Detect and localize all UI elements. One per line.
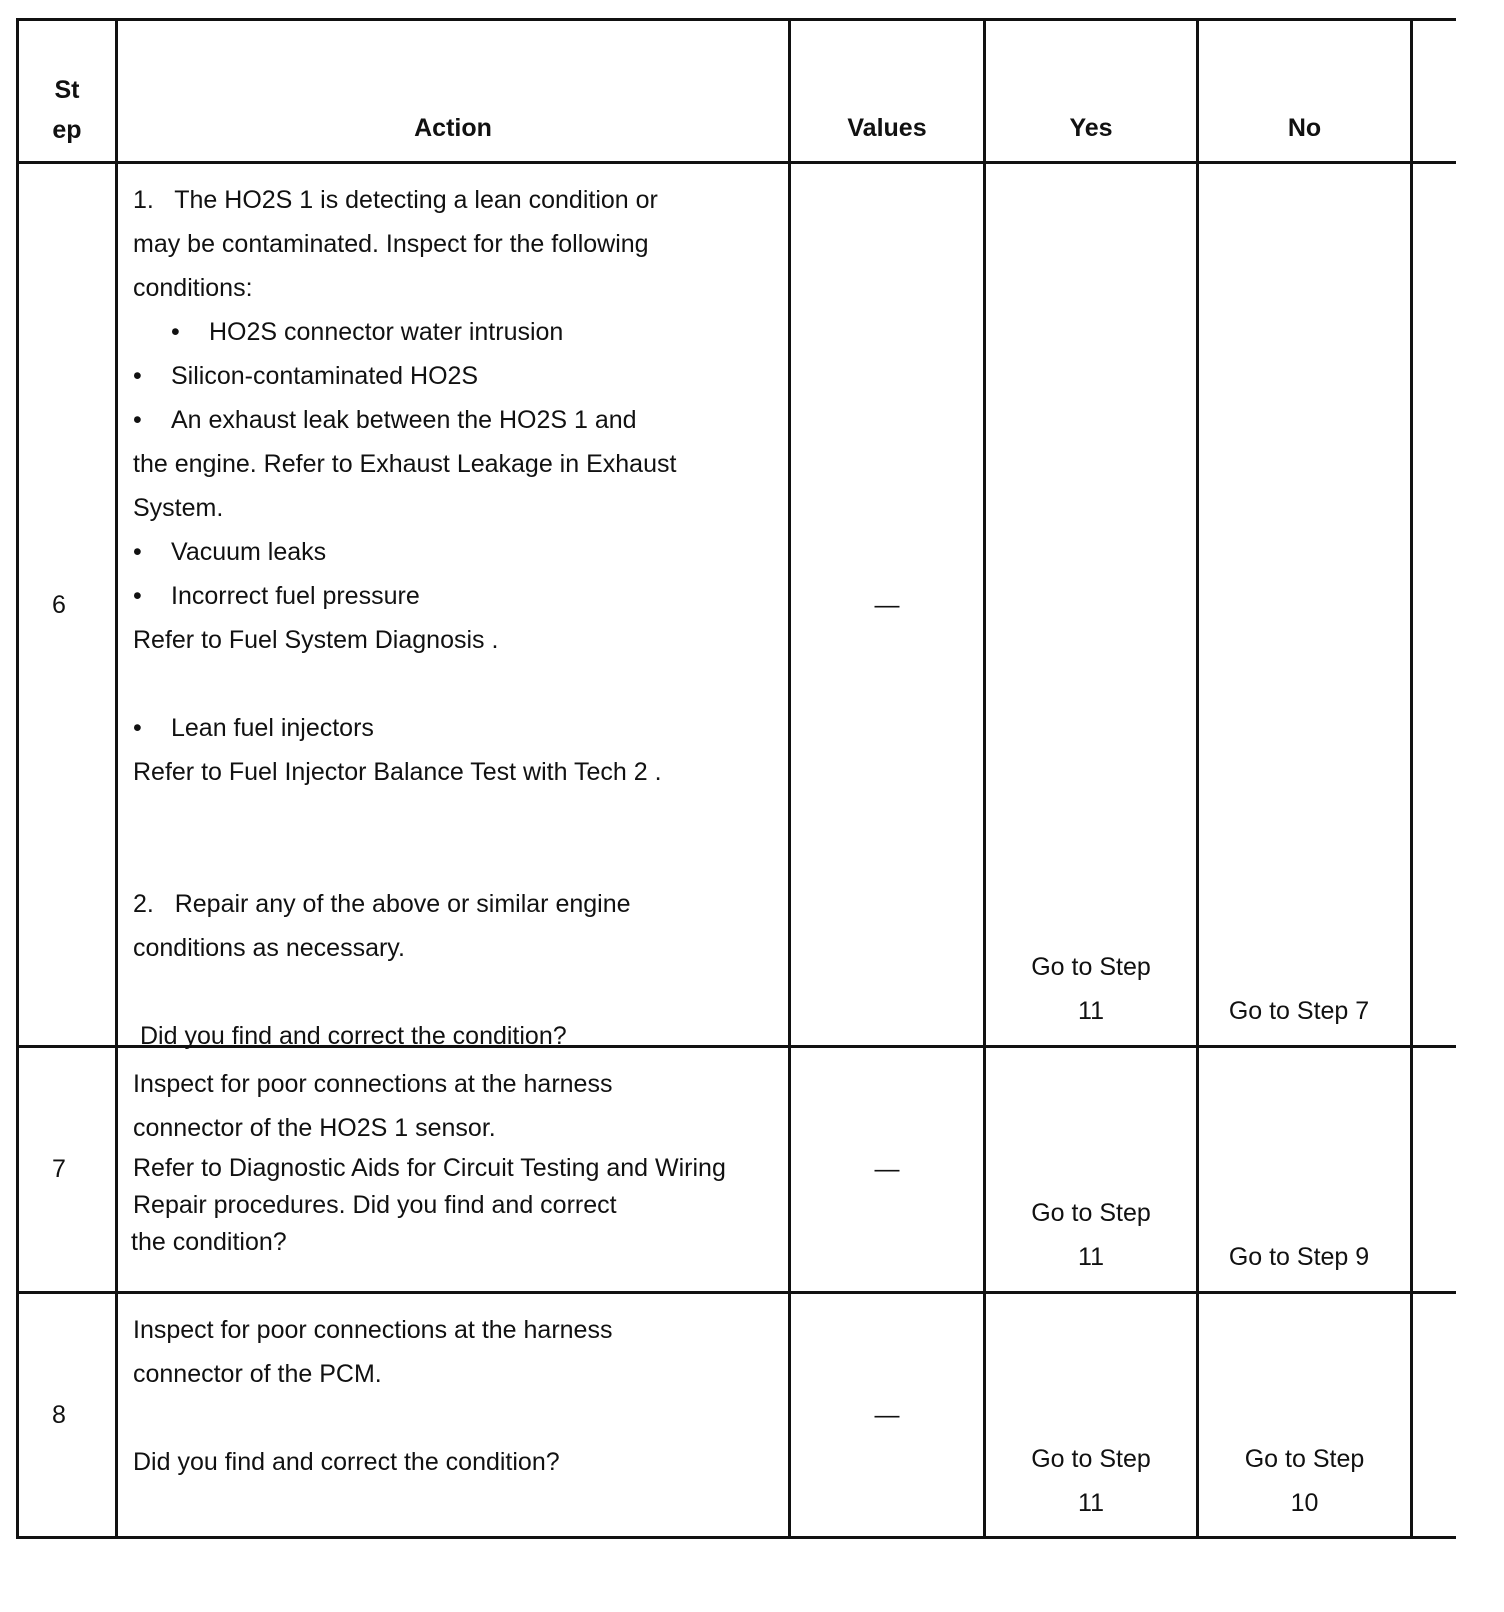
list-item-text: Vacuum leaks bbox=[171, 538, 327, 566]
table-border-top bbox=[16, 18, 1456, 21]
no-cell bbox=[1199, 1437, 1410, 1525]
action-text bbox=[133, 1062, 783, 1261]
spacer bbox=[133, 970, 783, 1014]
list-item bbox=[133, 398, 783, 442]
action-text bbox=[133, 1308, 783, 1484]
no-cell: Go to Step 9 bbox=[1228, 1243, 1370, 1271]
action-line: System. bbox=[133, 494, 224, 522]
action-line: may be contaminated. Inspect for the following bbox=[133, 230, 649, 258]
list-number: 2. bbox=[133, 890, 154, 918]
question-text: Did you find and correct the condition? bbox=[140, 1022, 567, 1050]
header-values: Values bbox=[847, 114, 927, 142]
list-item-text: An exhaust leak between the HO2S 1 and bbox=[171, 406, 637, 434]
yes-line: Go to Step bbox=[1031, 953, 1151, 981]
column-divider bbox=[983, 18, 986, 1539]
action-line: Repair procedures. Did you find and correct bbox=[133, 1191, 617, 1219]
spacer bbox=[133, 1396, 783, 1440]
header-yes: Yes bbox=[1069, 114, 1113, 142]
diagnostic-table bbox=[16, 18, 1456, 1578]
list-item bbox=[133, 354, 783, 398]
header-divider bbox=[16, 161, 1456, 164]
table-border-right bbox=[1410, 18, 1413, 1539]
action-line: the engine. Refer to Exhaust Leakage in Exhaust bbox=[133, 450, 677, 478]
column-divider bbox=[788, 18, 791, 1539]
yes-line: 11 bbox=[1078, 1243, 1104, 1271]
value-cell: — bbox=[874, 1155, 900, 1183]
list-item bbox=[133, 706, 783, 750]
yes-cell bbox=[986, 1437, 1196, 1525]
step-number: 8 bbox=[52, 1401, 66, 1429]
bullet-icon: • bbox=[133, 582, 142, 610]
action-line: the condition? bbox=[131, 1228, 287, 1256]
header-action: Action bbox=[414, 114, 492, 142]
no-cell: Go to Step 7 bbox=[1228, 997, 1370, 1025]
yes-line: Go to Step bbox=[1031, 1199, 1151, 1227]
yes-line: 11 bbox=[1078, 1489, 1104, 1517]
spacer bbox=[133, 838, 783, 882]
column-divider bbox=[115, 18, 118, 1539]
yes-cell bbox=[986, 1191, 1196, 1279]
action-line bbox=[133, 882, 783, 926]
row-divider bbox=[16, 1291, 1456, 1294]
action-line-text: Repair any of the above or similar engine bbox=[174, 890, 631, 918]
header-step-line1: St bbox=[54, 76, 80, 104]
action-line: conditions: bbox=[133, 274, 253, 302]
step-number: 7 bbox=[52, 1155, 66, 1183]
question-text: Did you find and correct the condition? bbox=[133, 1448, 560, 1476]
bullet-icon: • bbox=[133, 538, 142, 566]
column-divider bbox=[1196, 18, 1199, 1539]
no-line: Go to Step bbox=[1244, 1445, 1365, 1473]
header-no: No bbox=[1287, 114, 1322, 142]
list-item bbox=[133, 574, 783, 618]
list-number: 1. bbox=[133, 186, 154, 214]
value-cell: — bbox=[874, 1401, 900, 1429]
yes-line: Go to Step bbox=[1031, 1445, 1151, 1473]
action-line: Refer to Diagnostic Aids for Circuit Testing and Wiring bbox=[133, 1154, 726, 1182]
yes-line: 11 bbox=[1078, 997, 1104, 1025]
step-number: 6 bbox=[52, 591, 66, 619]
action-line-text: The HO2S 1 is detecting a lean condition or bbox=[174, 186, 658, 214]
list-item-text: Silicon-contaminated HO2S bbox=[171, 362, 479, 390]
list-item bbox=[133, 310, 783, 354]
action-line: Inspect for poor connections at the harness bbox=[133, 1316, 613, 1344]
action-line: connector of the PCM. bbox=[133, 1360, 382, 1388]
bullet-icon: • bbox=[171, 318, 180, 346]
spacer bbox=[133, 662, 783, 706]
action-line bbox=[133, 178, 783, 222]
header-step-line2: ep bbox=[52, 116, 82, 144]
bullet-icon: • bbox=[133, 714, 142, 742]
table-border-bottom bbox=[16, 1536, 1456, 1539]
list-item bbox=[133, 530, 783, 574]
value-cell: — bbox=[874, 591, 900, 619]
table-border-left bbox=[16, 18, 19, 1539]
action-line: conditions as necessary. bbox=[133, 934, 405, 962]
bullet-icon: • bbox=[133, 406, 142, 434]
list-item-text: Lean fuel injectors bbox=[171, 714, 374, 742]
header-step bbox=[19, 70, 115, 150]
no-line: 10 bbox=[1290, 1489, 1319, 1517]
spacer bbox=[133, 794, 783, 838]
action-line: Inspect for poor connections at the harness bbox=[133, 1070, 613, 1098]
action-text bbox=[133, 178, 783, 1058]
action-line: connector of the HO2S 1 sensor. bbox=[133, 1114, 496, 1142]
list-item-text: HO2S connector water intrusion bbox=[209, 318, 564, 346]
list-item-text: Incorrect fuel pressure bbox=[171, 582, 420, 610]
yes-cell bbox=[986, 945, 1196, 1033]
action-line: Refer to Fuel Injector Balance Test with Tech 2 . bbox=[133, 758, 662, 786]
bullet-icon: • bbox=[133, 362, 142, 390]
action-line: Refer to Fuel System Diagnosis . bbox=[133, 626, 499, 654]
